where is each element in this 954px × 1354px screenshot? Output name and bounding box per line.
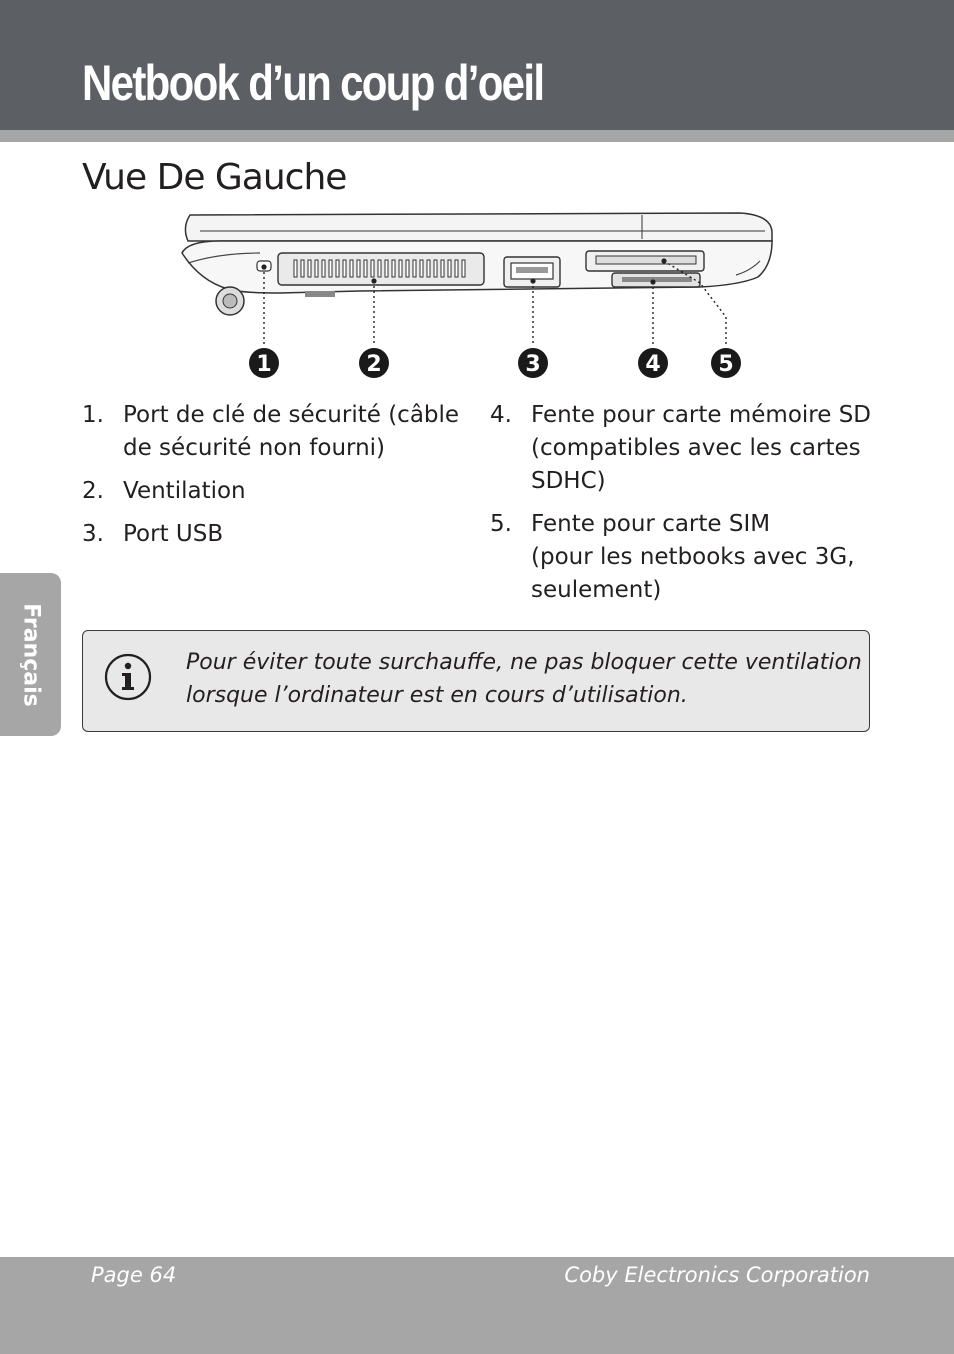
port-list-right (490, 399, 880, 617)
list-item-text-line2: (pour les netbooks avec 3G, seulement) (531, 544, 855, 603)
list-item-number: 5. (490, 511, 512, 537)
info-icon (103, 652, 153, 702)
callout-5 (711, 348, 741, 378)
port-list-left (82, 399, 462, 561)
list-item-number: 4. (490, 402, 512, 428)
page-title: Netbook d’un coup d’oeil (82, 55, 544, 111)
list-item-number: 2. (82, 478, 104, 504)
list-item-text-line1: Fente pour carte SIM (531, 511, 771, 537)
list-item-text: Fente pour carte mémoire SD (compatibles avec les cartes SDHC) (531, 402, 872, 494)
callout-4-label: 4 (645, 352, 661, 377)
list-item (82, 475, 462, 508)
callout-4 (638, 348, 668, 378)
list-item (490, 508, 880, 607)
header-strip (0, 130, 954, 142)
callout-3 (518, 348, 548, 378)
callout-5-label: 5 (718, 352, 734, 377)
callout-1 (249, 348, 279, 378)
info-note-text: Pour éviter toute surchauffe, ne pas bloquer cette ventilation lorsque l’ordinateur est en cours d’utilisation. (186, 650, 862, 708)
list-item (490, 399, 880, 498)
list-item (82, 399, 462, 465)
header-bar (0, 0, 954, 130)
list-item (82, 518, 462, 551)
list-item-number: 1. (82, 402, 104, 428)
info-note-box (82, 630, 870, 732)
list-item-text: Port USB (123, 521, 224, 547)
callout-1-label: 1 (256, 352, 272, 377)
list-item-number: 3. (82, 521, 104, 547)
footer-bar (0, 1257, 954, 1354)
language-tab (0, 573, 61, 736)
company-name: Coby Electronics Corporation (564, 1263, 870, 1287)
list-item-text: Ventilation (123, 478, 246, 504)
page-number: Page 64 (91, 1263, 177, 1287)
language-tab-label: Français (18, 602, 43, 707)
netbook-left-side-diagram (160, 205, 800, 395)
section-title: Vue De Gauche (82, 157, 347, 198)
callout-2 (359, 348, 389, 378)
callout-3-label: 3 (525, 352, 541, 377)
callout-2-label: 2 (366, 352, 382, 377)
list-item-text: Port de clé de sécurité (câble de sécurité non fourni) (123, 402, 460, 461)
